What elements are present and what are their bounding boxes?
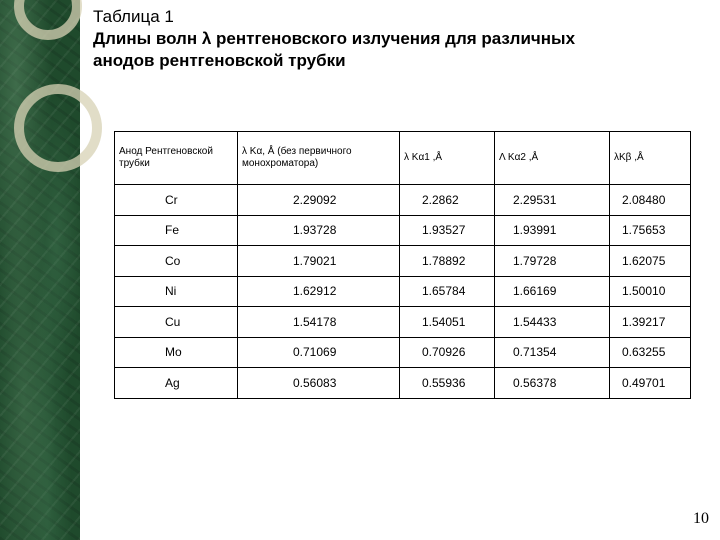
table-header-row: [115, 132, 691, 185]
value-cell: 1.79728: [495, 246, 610, 277]
value-cell: 1.66169: [495, 276, 610, 307]
header-cell: λ Kα, Å (без первичного монохроматора): [238, 132, 400, 185]
anode-cell: Fe: [115, 215, 238, 246]
anode-cell: Ag: [115, 368, 238, 399]
title-heading-line: Длины волн λ рентгеновского излучения для различных: [93, 29, 576, 48]
header-cell: Анод Рентгеновской трубки: [115, 132, 238, 185]
value-cell: 1.78892: [400, 246, 495, 277]
header-cell: Λ Kα2 ,Å: [495, 132, 610, 185]
table-caption: Таблица 1: [93, 7, 174, 26]
table-row: [115, 337, 691, 368]
decorative-ring-icon: [14, 84, 102, 172]
value-cell: 1.79021: [238, 246, 400, 277]
value-cell: 2.08480: [610, 185, 691, 216]
table-row: [115, 215, 691, 246]
value-cell: 1.54433: [495, 307, 610, 338]
value-cell: 1.62912: [238, 276, 400, 307]
table-row: [115, 307, 691, 338]
value-cell: 0.70926: [400, 337, 495, 368]
value-cell: 1.75653: [610, 215, 691, 246]
value-cell: 1.62075: [610, 246, 691, 277]
slide-title: [93, 6, 693, 72]
value-cell: 1.50010: [610, 276, 691, 307]
value-cell: 0.49701: [610, 368, 691, 399]
decorative-ring-icon: [14, 0, 82, 40]
value-cell: 0.56378: [495, 368, 610, 399]
page-number: 10: [693, 510, 709, 527]
table-row: [115, 246, 691, 277]
anode-cell: Co: [115, 246, 238, 277]
header-cell: λ Kα1 ,Å: [400, 132, 495, 185]
value-cell: 1.93991: [495, 215, 610, 246]
value-cell: 1.54178: [238, 307, 400, 338]
value-cell: 1.54051: [400, 307, 495, 338]
title-heading-line: анодов рентгеновской трубки: [93, 51, 346, 70]
table-row: [115, 185, 691, 216]
anode-cell: Mo: [115, 337, 238, 368]
value-cell: 0.55936: [400, 368, 495, 399]
value-cell: 2.29531: [495, 185, 610, 216]
value-cell: 0.71354: [495, 337, 610, 368]
value-cell: 0.71069: [238, 337, 400, 368]
value-cell: 1.93728: [238, 215, 400, 246]
value-cell: 2.29092: [238, 185, 400, 216]
value-cell: 0.63255: [610, 337, 691, 368]
value-cell: 0.56083: [238, 368, 400, 399]
header-cell: λKβ ,Å: [610, 132, 691, 185]
wavelength-table: [114, 131, 691, 399]
value-cell: 1.65784: [400, 276, 495, 307]
value-cell: 1.39217: [610, 307, 691, 338]
anode-cell: Cu: [115, 307, 238, 338]
anode-cell: Cr: [115, 185, 238, 216]
anode-cell: Ni: [115, 276, 238, 307]
table-row: [115, 276, 691, 307]
value-cell: 2.2862: [400, 185, 495, 216]
value-cell: 1.93527: [400, 215, 495, 246]
decorative-marble-sidebar: [0, 0, 80, 540]
table-row: [115, 368, 691, 399]
